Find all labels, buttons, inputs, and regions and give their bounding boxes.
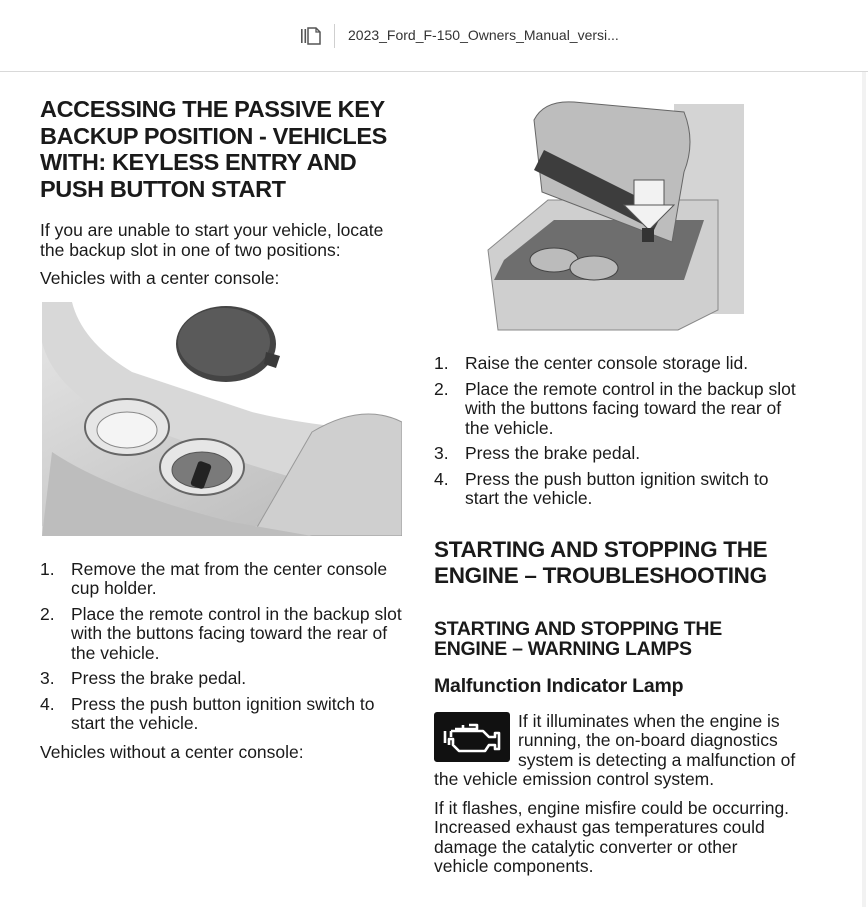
mil-description <box>434 712 796 877</box>
document-file-name: 2023_Ford_F-150_Owners_Manual_versi... <box>348 27 619 43</box>
list-item: 4. Press the push button ignition switch to start the vehicle. <box>434 468 769 508</box>
mil-heading: Malfunction Indicator Lamp <box>434 674 684 697</box>
list-item: 4. Press the push button ignition switch to start the vehicle. <box>40 693 375 733</box>
list-item: 3. Press the brake pedal. <box>434 443 641 463</box>
center-console-cupholder-illustration <box>42 302 402 536</box>
center-console-steps <box>40 560 402 734</box>
mil-paragraph-1: If it illuminates when the engine is running, the on-board diagnostics system is detecting a malfunction of the vehicle emission control system. <box>434 710 796 789</box>
list-item: 3. Press the brake pedal. <box>40 668 247 688</box>
left-column <box>40 96 402 762</box>
toolbar-divider <box>334 24 335 48</box>
with-console-label: Vehicles with a center console: <box>40 268 280 288</box>
warning-lamps-heading: STARTING AND STOPPING THE ENGINE – WARNING LAMPS <box>434 617 722 660</box>
storage-lid-steps <box>434 354 796 509</box>
console-storage-lid-illustration <box>484 100 752 334</box>
right-column <box>434 100 796 877</box>
mil-paragraph-2: If it flashes, engine misfire could be occurring. Increased exhaust gas temperatures could damage the catalytic converter or other vehicle components. <box>434 797 790 876</box>
vertical-scrollbar[interactable] <box>862 72 866 907</box>
intro-paragraph: If you are unable to start your vehicle, locate the backup slot in one of two positions: <box>40 220 384 260</box>
without-console-label: Vehicles without a center console: <box>40 741 304 762</box>
section-title-passive-key-backup: ACCESSING THE PASSIVE KEY BACKUP POSITION - VEHICLES WITH: KEYLESS ENTRY AND PUSH BUTTON START <box>40 96 387 202</box>
troubleshooting-heading: STARTING AND STOPPING THE ENGINE – TROUBLESHOOTING <box>434 536 768 588</box>
list-item: 2. Place the remote control in the backup slot with the buttons facing toward the rear of the vehicle. <box>40 603 402 663</box>
check-engine-icon <box>434 712 510 762</box>
document-pages-icon[interactable] <box>300 26 322 46</box>
list-item: 2. Place the remote control in the backup slot with the buttons facing toward the rear of the vehicle. <box>434 378 796 438</box>
viewer-toolbar <box>0 0 868 72</box>
list-item: 1. Raise the center console storage lid. <box>434 353 749 373</box>
list-item: 1. Remove the mat from the center console cup holder. <box>40 558 388 598</box>
